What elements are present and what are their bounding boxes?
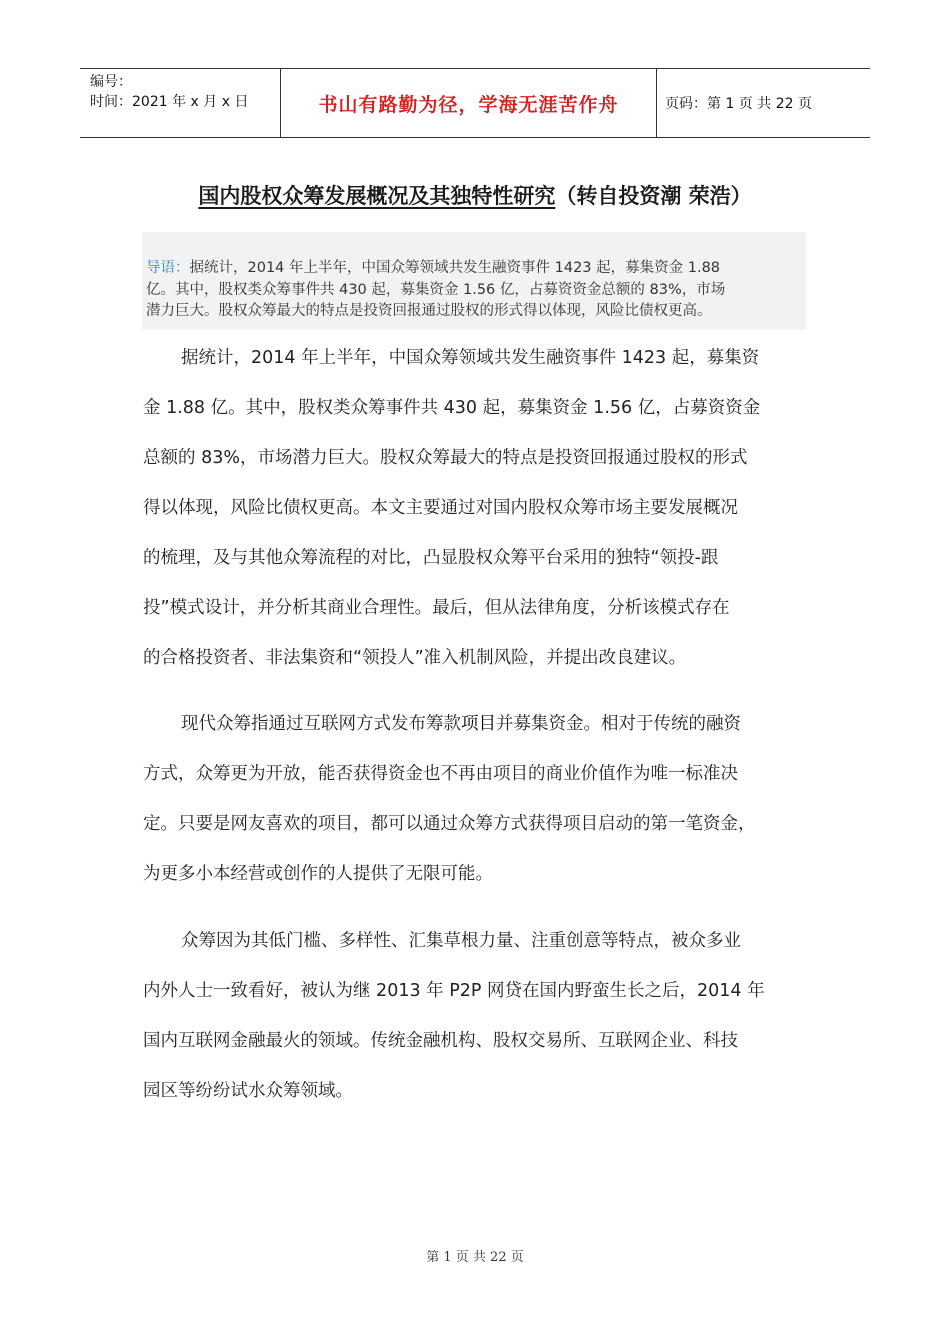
paragraph-1-line: 的合格投资者、非法集资和“领投人”准入机制风险，并提出改良建议。 [143, 648, 687, 668]
paragraph-1-line: 金 1.88 亿。其中，股权类众筹事件共 430 起，募集资金 1.56 亿，占募资资金 [143, 398, 761, 418]
paragraph-3 [143, 916, 807, 1116]
lead-text-1: 据统计，2014 年上半年，中国众筹领域共发生融资事件 1423 起，募集资金 1.88 [189, 260, 721, 276]
title-main: 国内股权众筹发展概况及其独特性研究 [198, 184, 556, 208]
paragraph-1-line: 得以体现，风险比债权更高。本文主要通过对国内股权众筹市场主要发展概况 [143, 498, 738, 518]
header-meta [80, 69, 281, 137]
project-link-text: 项目 [461, 714, 496, 734]
paragraph-1-line: 据统计，2014 年上半年，中国众筹领域共发生融资事件 1423 起，募集资 [181, 348, 760, 368]
lead-summary-box [142, 232, 806, 330]
paragraph-2-line: 为更多小本经营或创作的人提供了无限可能。 [143, 864, 493, 884]
paragraph-1-line: 投”模式设计，并分析其商业合理性。最后，但从法律角度，分析该模式存在 [143, 598, 730, 618]
page-header [80, 68, 870, 138]
header-motto-cell [281, 69, 657, 137]
header-page-cell [657, 69, 870, 137]
paragraph-2-text: 并募集资金。相对于传统的融资 [496, 714, 741, 734]
paragraph-3-line: 众筹因为其低门槛、多样性、汇集草根力量、注重创意等特点，被众多业 [181, 931, 741, 951]
paragraph-1-line: 的梳理，及与其他众筹流程的对比，凸显股权众筹平台采用的独特“领投-跟 [143, 548, 719, 568]
page-footer: 第 1 页 共 22 页 [426, 1250, 524, 1265]
lead-label: 导语： [146, 260, 190, 276]
document-title [0, 180, 950, 210]
paragraph-2-line [143, 699, 807, 749]
paragraph-3-line: 国内互联网金融最火的领域。传统金融机构、股权交易所、互联网企业、科技 [143, 1031, 738, 1051]
header-page-info: 页码：第 1 页 共 22 页 [665, 96, 812, 112]
paragraph-2-line: 定。只要是网友喜欢的项目，都可以通过众筹方式获得项目启动的第一笔资金， [143, 814, 756, 834]
paragraph-1 [143, 333, 807, 683]
document-date: 时间：2021 年 x 月 x 日 [90, 94, 249, 110]
header-motto: 书山有路勤为径，学海无涯苦作舟 [318, 93, 619, 116]
paragraph-1-line: 总额的 83%，市场潜力巨大。股权众筹最大的特点是投资回报通过股权的形式 [143, 448, 748, 468]
lead-line-2: 亿。其中，股权类众筹事件共 430 起，募集资金 1.56 亿，占募资资金总额的 83%，市场 [146, 281, 726, 298]
paragraph-2-text: 现代众筹指通过互联网方式发布筹款 [181, 714, 461, 734]
paragraph-2 [143, 699, 807, 899]
document-number-label: 编号： [90, 74, 132, 90]
paragraph-2-line: 方式，众筹更为开放，能否获得资金也不再由项目的商业价值作为唯一标准决 [143, 764, 738, 784]
lead-line-1 [146, 258, 802, 280]
paragraph-3-line: 园区等纷纷试水众筹领域。 [143, 1081, 353, 1101]
lead-line-3: 潜力巨大。股权众筹最大的特点是投资回报通过股权的形式得以体现，风险比债权更高。 [146, 303, 712, 319]
title-suffix: （转自投资潮 荣浩） [555, 184, 752, 208]
paragraph-3-line: 内外人士一致看好，被认为继 2013 年 P2P 网贷在国内野蛮生长之后，2014 年 [143, 981, 765, 1001]
